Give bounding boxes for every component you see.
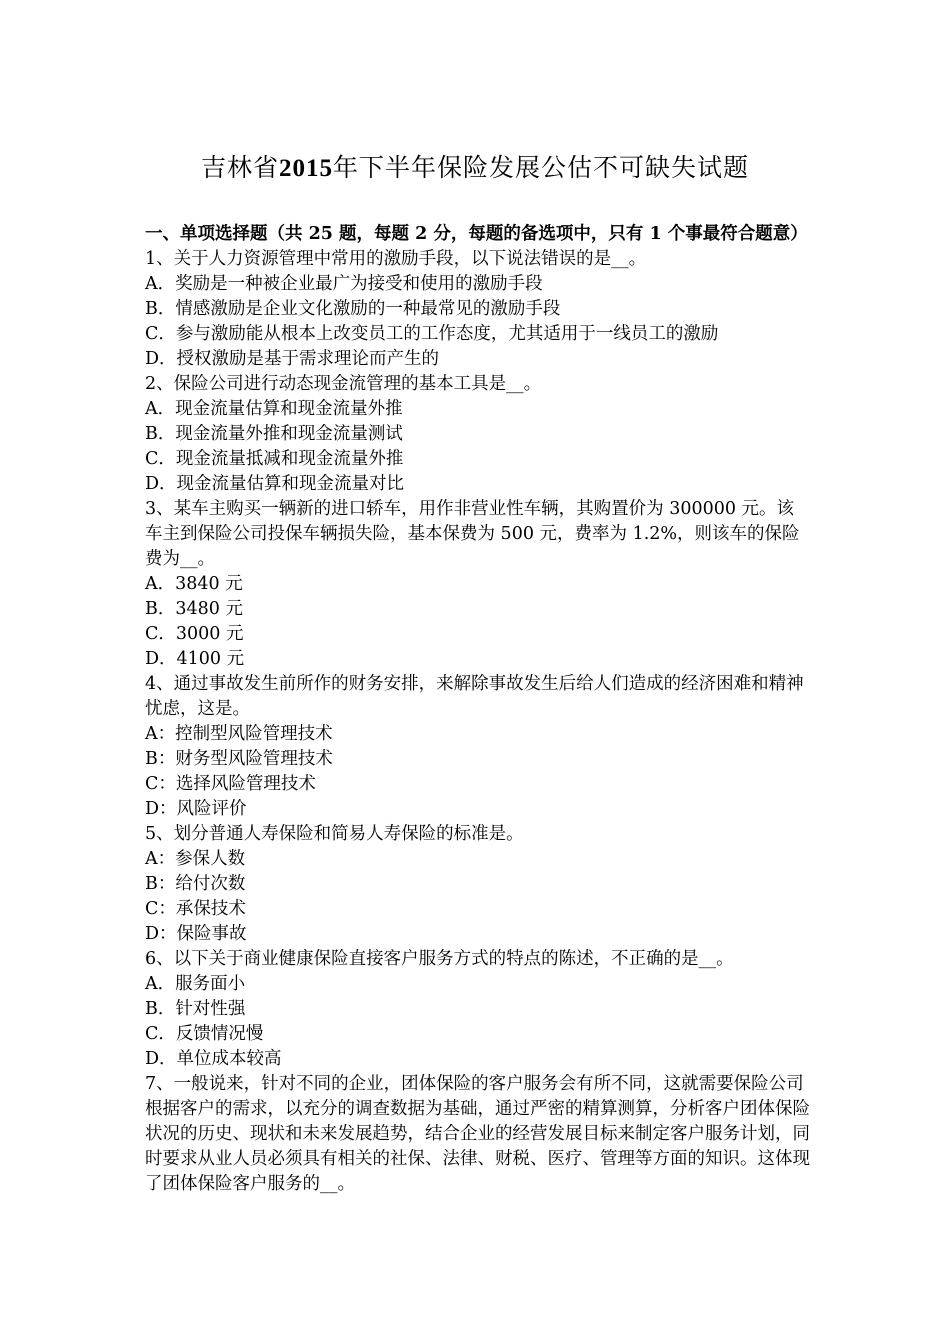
title-prefix: 吉林省 bbox=[200, 153, 279, 182]
question-stem: 3、某车主购买一辆新的进口轿车，用作非营业性车辆，其购置价为 300000 元。该车主到保险公司投保车辆损失险，基本保费为 500 元，费率为 1.2%，则该车的保险费为__。 bbox=[145, 499, 800, 569]
option-d: D．现金流量估算和现金流量对比 bbox=[145, 474, 405, 494]
option-b: B．现金流量外推和现金流量测试 bbox=[145, 424, 403, 444]
option-a: A．3840 元 bbox=[145, 574, 243, 594]
option-c: C．反馈情况慢 bbox=[145, 1024, 264, 1044]
option-c: C：选择风险管理技术 bbox=[145, 774, 316, 794]
option-a: A．现金流量估算和现金流量外推 bbox=[145, 399, 403, 419]
title-year: 2015 bbox=[279, 155, 333, 182]
question-5 bbox=[145, 822, 810, 947]
option-d: D．单位成本较高 bbox=[145, 1049, 282, 1069]
option-d: D：保险事故 bbox=[145, 924, 247, 944]
option-d: D．授权激励是基于需求理论而产生的 bbox=[145, 349, 440, 369]
option-a: A．服务面小 bbox=[145, 974, 246, 994]
option-c: C．参与激励能从根本上改变员工的工作态度，尤其适用于一线员工的激励 bbox=[145, 324, 719, 344]
option-b: B：给付次数 bbox=[145, 874, 246, 894]
question-6 bbox=[145, 947, 810, 1072]
exam-content bbox=[145, 222, 810, 1197]
option-d: D．4100 元 bbox=[145, 649, 245, 669]
option-a: A．奖励是一种被企业最广为接受和使用的激励手段 bbox=[145, 274, 543, 294]
option-c: C．3000 元 bbox=[145, 624, 244, 644]
question-3 bbox=[145, 497, 810, 672]
option-b: B．针对性强 bbox=[145, 999, 246, 1019]
option-d: D：风险评价 bbox=[145, 799, 247, 819]
option-c: C．现金流量抵减和现金流量外推 bbox=[145, 449, 404, 469]
question-stem: 2、保险公司进行动态现金流管理的基本工具是__。 bbox=[145, 374, 542, 394]
option-b: B．3480 元 bbox=[145, 599, 243, 619]
question-2 bbox=[145, 372, 810, 497]
option-b: B：财务型风险管理技术 bbox=[145, 749, 333, 769]
option-a: A：控制型风险管理技术 bbox=[145, 724, 333, 744]
option-b: B．情感激励是企业文化激励的一种最常见的激励手段 bbox=[145, 299, 561, 319]
question-7 bbox=[145, 1072, 810, 1197]
question-stem: 6、以下关于商业健康保险直接客户服务方式的特点的陈述，不正确的是__。 bbox=[145, 949, 734, 969]
page-title bbox=[0, 150, 950, 187]
title-suffix: 年下半年保险发展公估不可缺失试题 bbox=[333, 153, 750, 182]
option-a: A：参保人数 bbox=[145, 849, 246, 869]
section-heading: 一、单项选择题（共 25 题，每题 2 分，每题的备选项中，只有 1 个事最符合题意） bbox=[145, 224, 808, 244]
option-c: C：承保技术 bbox=[145, 899, 246, 919]
question-stem: 1、关于人力资源管理中常用的激励手段，以下说法错误的是__。 bbox=[145, 249, 647, 269]
question-stem: 5、划分普通人寿保险和简易人寿保险的标准是。 bbox=[145, 824, 524, 844]
question-1 bbox=[145, 247, 810, 372]
question-4 bbox=[145, 672, 810, 822]
question-stem: 4、通过事故发生前所作的财务安排，来解除事故发生后给人们造成的经济困难和精神忧虑，这是。 bbox=[145, 674, 804, 719]
question-stem: 7、一般说来，针对不同的企业，团体保险的客户服务会有所不同，这就需要保险公司根据客户的需求，以充分的调查数据为基础，通过严密的精算测算，分析客户团体保险状况的历史、现状和未来发展趋势，结合企业的经营发展目标来制定客户服务计划，同时要求从业人员必须具有相关的社保、法律、财税、医疗、管理等方面的知识。这体现了团体保险客户服务的__。 bbox=[145, 1074, 810, 1194]
